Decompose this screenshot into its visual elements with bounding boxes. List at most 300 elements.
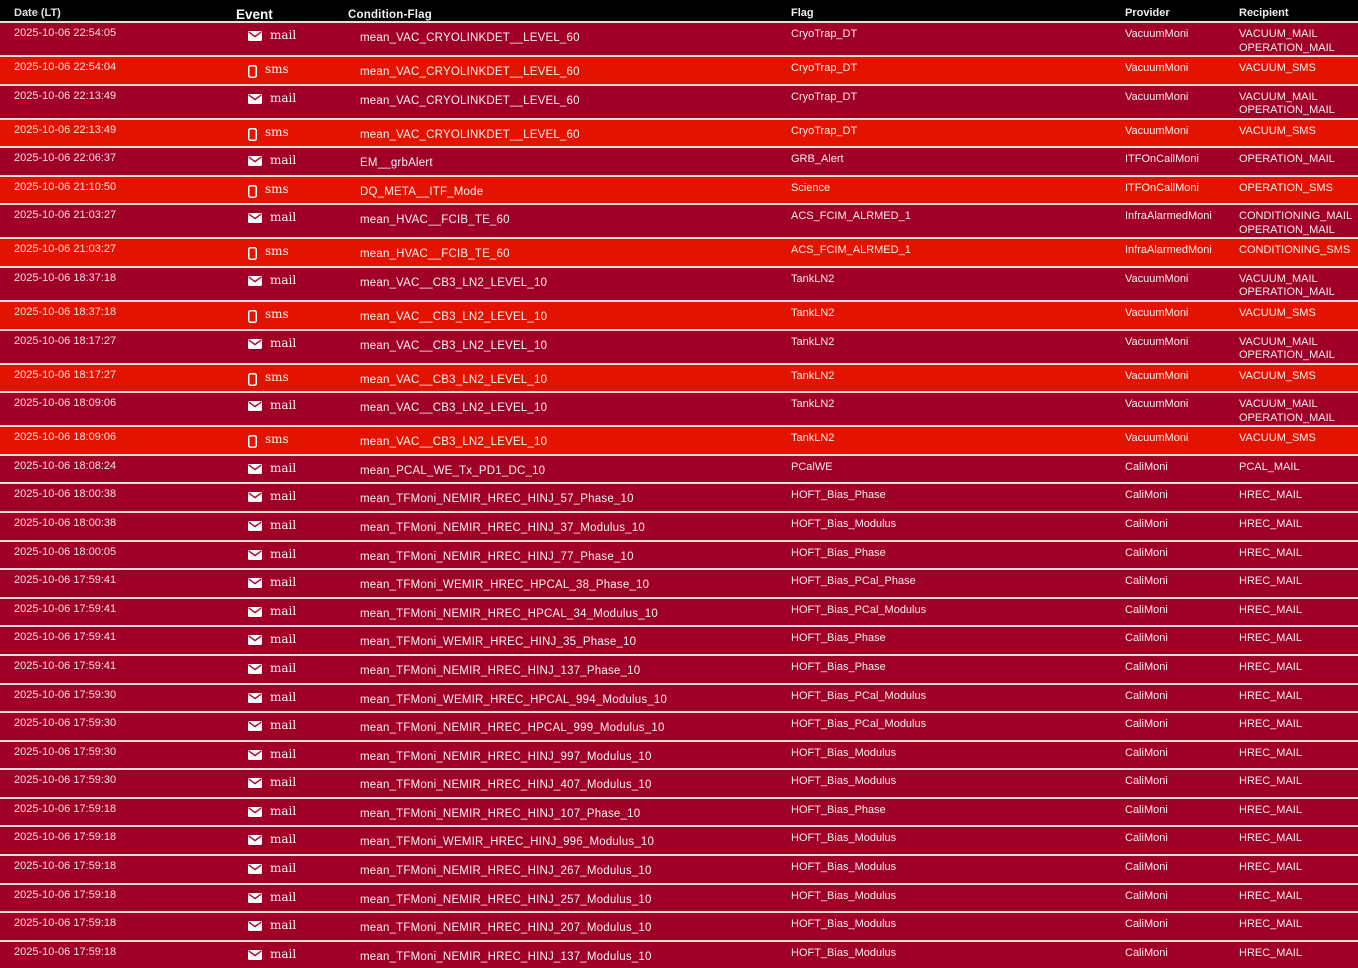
row-event	[234, 86, 345, 118]
recipient-line: HREC_MAIL	[1239, 803, 1302, 816]
row-provider: VacuumMoni	[1125, 335, 1189, 348]
row-event	[234, 427, 345, 454]
row-flag: TankLN2	[791, 335, 835, 348]
row-provider: VacuumMoni	[1125, 28, 1189, 40]
recipient-line: PCAL_MAIL	[1239, 460, 1300, 473]
event-label: sms	[265, 181, 289, 196]
row-recipient	[1226, 484, 1358, 511]
event-label: mail	[270, 632, 297, 647]
row-event	[234, 302, 345, 329]
recipient-line: VACUUM_SMS	[1239, 124, 1316, 137]
row-provider: VacuumMoni	[1125, 398, 1189, 411]
recipient-line: HREC_MAIL	[1239, 517, 1302, 530]
row-flag: HOFT_Bias_Modulus	[791, 775, 897, 788]
row-provider: CaliMoni	[1125, 889, 1168, 902]
recipient-line: OPERATION_MAIL	[1239, 223, 1335, 236]
row-event	[234, 913, 345, 940]
table-row	[0, 21, 1358, 55]
event-label: mail	[270, 889, 297, 904]
envelope-icon	[248, 633, 262, 645]
recipient-line: HREC_MAIL	[1239, 689, 1302, 702]
row-provider: CaliMoni	[1125, 489, 1168, 502]
row-recipient	[1226, 627, 1358, 654]
column-header-event: Event	[236, 6, 273, 22]
recipient-line: HREC_MAIL	[1239, 489, 1302, 502]
row-date: 2025-10-06 17:59:18	[14, 831, 117, 844]
table-row	[0, 597, 1358, 626]
event-label: sms	[265, 369, 289, 384]
row-event	[234, 827, 345, 854]
row-provider: CaliMoni	[1125, 861, 1168, 874]
table-row	[0, 883, 1358, 912]
envelope-icon	[248, 776, 262, 788]
event-label: mail	[270, 546, 297, 561]
row-event	[234, 177, 345, 204]
row-condition-flag: mean_TFMoni_NEMIR_HREC_HINJ_257_Modulus_10	[360, 893, 652, 906]
event-label: mail	[270, 517, 297, 532]
row-condition-flag: mean_HVAC__FCIB_TE_60	[360, 248, 510, 261]
table-row	[0, 511, 1358, 540]
event-label: mail	[270, 90, 297, 105]
row-date: 2025-10-06 17:59:41	[14, 631, 117, 644]
row-date: 2025-10-06 17:59:41	[14, 659, 117, 672]
row-event	[234, 120, 345, 147]
recipient-line: VACUUM_SMS	[1239, 62, 1316, 74]
row-recipient	[1226, 239, 1358, 266]
event-label: mail	[270, 918, 297, 933]
table-row	[0, 768, 1358, 797]
table-row	[0, 797, 1358, 826]
row-flag: HOFT_Bias_Phase	[791, 546, 886, 559]
table-row	[0, 625, 1358, 654]
row-provider: CaliMoni	[1125, 803, 1168, 816]
row-event	[234, 856, 345, 883]
row-condition-flag: mean_TFMoni_NEMIR_HREC_HINJ_207_Modulus_10	[360, 922, 652, 935]
event-label: mail	[270, 210, 297, 225]
row-event	[234, 542, 345, 569]
table-row	[0, 482, 1358, 511]
row-provider: VacuumMoni	[1125, 90, 1189, 103]
row-flag: TankLN2	[791, 369, 835, 382]
table-row	[0, 425, 1358, 454]
row-condition-flag: mean_TFMoni_NEMIR_HREC_HINJ_997_Modulus_10	[360, 750, 652, 763]
row-event	[234, 599, 345, 626]
event-label: sms	[265, 124, 289, 139]
phone-icon	[248, 126, 257, 141]
phone-icon	[248, 371, 257, 386]
table-row	[0, 940, 1358, 968]
table-row	[0, 740, 1358, 769]
row-condition-flag: mean_TFMoni_WEMIR_HREC_HINJ_996_Modulus_10	[360, 836, 655, 849]
row-condition-flag: mean_VAC_CRYOLINKDET__LEVEL_60	[360, 94, 580, 107]
row-date: 2025-10-06 17:59:30	[14, 688, 117, 701]
row-recipient	[1226, 86, 1358, 118]
row-condition-flag: mean_TFMoni_NEMIR_HREC_HINJ_37_Modulus_10	[360, 521, 645, 534]
recipient-line: OPERATION_MAIL	[1239, 411, 1335, 424]
row-provider: InfraAlarmedMoni	[1125, 244, 1212, 257]
row-flag: HOFT_Bias_Phase	[791, 632, 886, 645]
row-date: 2025-10-06 18:37:18	[14, 271, 117, 284]
row-provider: InfraAlarmedMoni	[1125, 210, 1212, 223]
column-header-flag: Flag	[791, 7, 814, 19]
row-condition-flag: mean_VAC__CB3_LN2_LEVEL_10	[360, 436, 548, 449]
recipient-line: HREC_MAIL	[1239, 946, 1302, 959]
event-label: mail	[270, 603, 297, 618]
row-flag: TankLN2	[791, 272, 835, 285]
recipient-line: HREC_MAIL	[1239, 632, 1302, 645]
recipient-line: HREC_MAIL	[1239, 575, 1302, 588]
row-provider: CaliMoni	[1125, 575, 1168, 588]
row-flag: TankLN2	[791, 432, 835, 445]
event-label: mail	[270, 946, 297, 961]
row-date: 2025-10-06 18:37:18	[14, 305, 117, 318]
row-condition-flag: mean_TFMoni_NEMIR_HREC_HINJ_137_Modulus_10	[360, 950, 652, 963]
row-date: 2025-10-06 18:00:38	[14, 516, 117, 529]
row-flag: HOFT_Bias_Modulus	[791, 918, 897, 931]
row-flag: HOFT_Bias_PCal_Modulus	[791, 718, 927, 731]
row-condition-flag: mean_TFMoni_WEMIR_HREC_HPCAL_994_Modulus_10	[360, 693, 668, 706]
row-recipient	[1226, 856, 1358, 883]
recipient-line: HREC_MAIL	[1239, 746, 1302, 759]
table-row	[0, 683, 1358, 712]
row-flag: HOFT_Bias_Phase	[791, 803, 886, 816]
row-date: 2025-10-06 18:00:38	[14, 488, 117, 501]
row-event	[234, 456, 345, 483]
row-flag: ACS_FCIM_ALRMED_1	[791, 210, 911, 223]
column-header-recipient: Recipient	[1239, 6, 1289, 19]
row-recipient	[1226, 148, 1358, 175]
table-row	[0, 391, 1358, 425]
row-provider: CaliMoni	[1125, 660, 1168, 673]
row-provider: CaliMoni	[1125, 546, 1168, 559]
event-label: mail	[270, 775, 297, 790]
row-date: 2025-10-06 22:54:04	[14, 61, 117, 73]
row-recipient	[1226, 57, 1358, 84]
row-flag: ACS_FCIM_ALRMED_1	[791, 244, 911, 257]
row-provider: CaliMoni	[1125, 775, 1168, 788]
row-provider: CaliMoni	[1125, 603, 1168, 616]
row-recipient	[1226, 599, 1358, 626]
phone-icon	[248, 63, 257, 78]
table-row	[0, 266, 1358, 300]
row-recipient	[1226, 885, 1358, 912]
row-date: 2025-10-06 22:13:49	[14, 89, 117, 102]
recipient-line: VACUUM_MAIL	[1239, 335, 1318, 348]
row-event	[234, 365, 345, 392]
recipient-line: VACUUM_MAIL	[1239, 398, 1318, 411]
row-recipient	[1226, 513, 1358, 540]
recipient-line: OPERATION_MAIL	[1239, 153, 1335, 166]
row-event	[234, 713, 345, 740]
recipient-line: HREC_MAIL	[1239, 603, 1302, 616]
row-event	[234, 393, 345, 425]
table-row	[0, 654, 1358, 683]
phone-icon	[248, 183, 257, 198]
row-event	[234, 239, 345, 266]
row-provider: CaliMoni	[1125, 632, 1168, 645]
row-date: 2025-10-06 18:00:05	[14, 545, 117, 558]
row-date: 2025-10-06 21:10:50	[14, 180, 117, 193]
row-event	[234, 656, 345, 683]
row-recipient	[1226, 685, 1358, 712]
row-flag: HOFT_Bias_Phase	[791, 489, 886, 502]
row-condition-flag: EM__grbAlert	[360, 157, 433, 170]
row-recipient	[1226, 302, 1358, 329]
row-condition-flag: mean_TFMoni_NEMIR_HREC_HINJ_137_Phase_10	[360, 664, 641, 677]
phone-icon	[248, 308, 257, 323]
row-recipient	[1226, 827, 1358, 854]
envelope-icon	[248, 337, 262, 349]
row-event	[234, 627, 345, 654]
row-recipient	[1226, 942, 1358, 968]
envelope-icon	[248, 399, 262, 411]
envelope-icon	[248, 891, 262, 903]
recipient-line: OPERATION_MAIL	[1239, 286, 1335, 299]
event-label: mail	[270, 398, 297, 413]
envelope-icon	[248, 748, 262, 760]
row-condition-flag: mean_TFMoni_WEMIR_HREC_HINJ_35_Phase_10	[360, 636, 637, 649]
event-label: mail	[270, 28, 297, 42]
event-label: sms	[265, 244, 289, 259]
envelope-icon	[248, 490, 262, 502]
event-label: mail	[270, 153, 297, 168]
row-flag: HOFT_Bias_PCal_Phase	[791, 575, 916, 588]
row-provider: VacuumMoni	[1125, 124, 1189, 137]
envelope-icon	[248, 462, 262, 474]
recipient-line: CONDITIONING_SMS	[1239, 244, 1351, 257]
row-condition-flag: mean_TFMoni_NEMIR_HREC_HINJ_407_Modulus_10	[360, 779, 652, 792]
row-event	[234, 331, 345, 363]
row-condition-flag: mean_VAC__CB3_LN2_LEVEL_10	[360, 310, 548, 323]
recipient-line: OPERATION_MAIL	[1239, 349, 1335, 362]
table-row	[0, 146, 1358, 175]
row-flag: Science	[791, 181, 831, 194]
row-recipient	[1226, 365, 1358, 392]
recipient-line: VACUUM_SMS	[1239, 369, 1316, 382]
row-condition-flag: mean_TFMoni_NEMIR_HREC_HINJ_107_Phase_10	[360, 807, 641, 820]
table-body	[0, 21, 1358, 968]
recipient-line: OPERATION_SMS	[1239, 181, 1333, 194]
row-recipient	[1226, 331, 1358, 363]
row-recipient	[1226, 770, 1358, 797]
envelope-icon	[248, 919, 262, 931]
row-date: 2025-10-06 17:59:30	[14, 717, 117, 730]
row-recipient	[1226, 177, 1358, 204]
table-row	[0, 568, 1358, 597]
row-condition-flag: mean_VAC__CB3_LN2_LEVEL_10	[360, 339, 548, 352]
row-provider: CaliMoni	[1125, 689, 1168, 702]
table-row	[0, 854, 1358, 883]
row-flag: CryoTrap_DT	[791, 90, 858, 103]
row-provider: VacuumMoni	[1125, 306, 1189, 319]
envelope-icon	[248, 211, 262, 223]
row-date: 2025-10-06 18:09:06	[14, 397, 117, 410]
recipient-line: VACUUM_SMS	[1239, 432, 1316, 445]
envelope-icon	[248, 274, 262, 286]
row-condition-flag: mean_HVAC__FCIB_TE_60	[360, 214, 510, 227]
row-date: 2025-10-06 17:59:30	[14, 745, 117, 758]
row-date: 2025-10-06 17:59:18	[14, 802, 117, 815]
row-flag: PCalWE	[791, 460, 833, 473]
event-label: sms	[265, 432, 289, 447]
row-date: 2025-10-06 21:03:27	[14, 243, 117, 256]
row-date: 2025-10-06 17:59:41	[14, 602, 117, 615]
row-condition-flag: mean_TFMoni_NEMIR_HREC_HINJ_77_Phase_10	[360, 550, 634, 563]
row-recipient	[1226, 393, 1358, 425]
row-recipient	[1226, 913, 1358, 940]
row-recipient	[1226, 656, 1358, 683]
row-date: 2025-10-06 17:59:18	[14, 917, 117, 930]
row-date: 2025-10-06 18:17:27	[14, 334, 117, 347]
row-flag: HOFT_Bias_Phase	[791, 660, 886, 673]
table-row	[0, 540, 1358, 569]
envelope-icon	[248, 154, 262, 166]
envelope-icon	[248, 691, 262, 703]
column-header-date: Date (LT)	[14, 6, 61, 19]
row-flag: CryoTrap_DT	[791, 28, 858, 40]
table-row	[0, 454, 1358, 483]
envelope-icon	[248, 948, 262, 960]
event-label: mail	[270, 489, 297, 504]
recipient-line: HREC_MAIL	[1239, 861, 1302, 874]
row-date: 2025-10-06 17:59:18	[14, 860, 117, 873]
table-row	[0, 300, 1358, 329]
row-recipient	[1226, 799, 1358, 826]
envelope-icon	[248, 548, 262, 560]
row-recipient	[1226, 542, 1358, 569]
row-condition-flag: mean_VAC_CRYOLINKDET__LEVEL_60	[360, 32, 580, 44]
row-event	[234, 23, 345, 55]
recipient-line: VACUUM_SMS	[1239, 306, 1316, 319]
row-condition-flag: mean_VAC_CRYOLINKDET__LEVEL_60	[360, 128, 580, 141]
table-row	[0, 711, 1358, 740]
row-date: 2025-10-06 18:17:27	[14, 368, 117, 381]
row-date: 2025-10-06 21:03:27	[14, 209, 117, 222]
row-event	[234, 942, 345, 968]
envelope-icon	[248, 605, 262, 617]
row-provider: VacuumMoni	[1125, 272, 1189, 285]
column-header-provider: Provider	[1125, 7, 1170, 19]
row-flag: CryoTrap_DT	[791, 62, 858, 74]
table-header	[0, 0, 1358, 21]
row-event	[234, 57, 345, 84]
row-recipient	[1226, 456, 1358, 483]
event-label: mail	[270, 718, 297, 733]
row-provider: ITFOnCallMoni	[1125, 181, 1199, 194]
envelope-icon	[248, 833, 262, 845]
row-flag: CryoTrap_DT	[791, 124, 858, 137]
row-event	[234, 148, 345, 175]
row-provider: VacuumMoni	[1125, 369, 1189, 382]
row-event	[234, 799, 345, 826]
row-date: 2025-10-06 18:08:24	[14, 459, 117, 472]
recipient-line: HREC_MAIL	[1239, 775, 1302, 788]
row-provider: CaliMoni	[1125, 460, 1168, 473]
recipient-line: VACUUM_MAIL	[1239, 90, 1318, 103]
row-recipient	[1226, 23, 1358, 55]
envelope-icon	[248, 719, 262, 731]
row-date: 2025-10-06 22:06:37	[14, 152, 117, 165]
event-label: mail	[270, 832, 297, 847]
row-event	[234, 484, 345, 511]
row-recipient	[1226, 742, 1358, 769]
envelope-icon	[248, 805, 262, 817]
row-condition-flag: mean_VAC__CB3_LN2_LEVEL_10	[360, 402, 548, 415]
row-flag: HOFT_Bias_Modulus	[791, 746, 897, 759]
row-provider: CaliMoni	[1125, 832, 1168, 845]
row-recipient	[1226, 205, 1358, 237]
recipient-line: HREC_MAIL	[1239, 918, 1302, 931]
row-provider: VacuumMoni	[1125, 62, 1189, 74]
envelope-icon	[248, 662, 262, 674]
row-condition-flag: mean_VAC__CB3_LN2_LEVEL_10	[360, 373, 548, 386]
recipient-line: HREC_MAIL	[1239, 832, 1302, 845]
table-row	[0, 55, 1358, 84]
row-recipient	[1226, 570, 1358, 597]
recipient-line: CONDITIONING_MAIL	[1239, 210, 1353, 223]
row-condition-flag: DQ_META__ITF_Mode	[360, 185, 484, 198]
event-label: mail	[270, 689, 297, 704]
row-condition-flag: mean_TFMoni_NEMIR_HREC_HPCAL_999_Modulus_10	[360, 722, 665, 735]
recipient-line: VACUUM_MAIL	[1239, 28, 1318, 40]
phone-icon	[248, 245, 257, 260]
envelope-icon	[248, 519, 262, 531]
row-flag: HOFT_Bias_PCal_Modulus	[791, 689, 927, 702]
event-label: mail	[270, 335, 297, 350]
row-flag: HOFT_Bias_Modulus	[791, 832, 897, 845]
phone-icon	[248, 433, 257, 448]
row-recipient	[1226, 713, 1358, 740]
envelope-icon	[248, 576, 262, 588]
row-recipient	[1226, 268, 1358, 300]
row-flag: HOFT_Bias_Modulus	[791, 946, 897, 959]
table-row	[0, 329, 1358, 363]
event-label: sms	[265, 306, 289, 321]
row-flag: TankLN2	[791, 306, 835, 319]
recipient-line: HREC_MAIL	[1239, 546, 1302, 559]
event-label: mail	[270, 746, 297, 761]
row-provider: CaliMoni	[1125, 517, 1168, 530]
row-condition-flag: mean_PCAL_WE_Tx_PD1_DC_10	[360, 464, 546, 477]
table-row	[0, 363, 1358, 392]
recipient-line: HREC_MAIL	[1239, 889, 1302, 902]
row-condition-flag: mean_TFMoni_WEMIR_HREC_HPCAL_38_Phase_10	[360, 579, 650, 592]
row-provider: CaliMoni	[1125, 946, 1168, 959]
row-recipient	[1226, 427, 1358, 454]
row-event	[234, 513, 345, 540]
envelope-icon	[248, 862, 262, 874]
row-event	[234, 570, 345, 597]
envelope-icon	[248, 29, 262, 41]
row-date: 2025-10-06 17:59:18	[14, 945, 117, 958]
recipient-line: VACUUM_MAIL	[1239, 272, 1318, 285]
row-flag: HOFT_Bias_PCal_Modulus	[791, 603, 927, 616]
event-label: sms	[265, 62, 289, 76]
row-flag: HOFT_Bias_Modulus	[791, 517, 897, 530]
row-recipient	[1226, 120, 1358, 147]
row-condition-flag: mean_TFMoni_NEMIR_HREC_HINJ_57_Phase_10	[360, 493, 634, 506]
event-label: mail	[270, 803, 297, 818]
row-event	[234, 205, 345, 237]
row-date: 2025-10-06 22:54:05	[14, 27, 117, 39]
row-flag: HOFT_Bias_Modulus	[791, 889, 897, 902]
row-date: 2025-10-06 17:59:41	[14, 574, 117, 587]
row-date: 2025-10-06 17:59:18	[14, 888, 117, 901]
row-event	[234, 685, 345, 712]
column-header-condition-flag: Condition-Flag	[348, 9, 432, 21]
table-row	[0, 237, 1358, 266]
recipient-line: HREC_MAIL	[1239, 660, 1302, 673]
